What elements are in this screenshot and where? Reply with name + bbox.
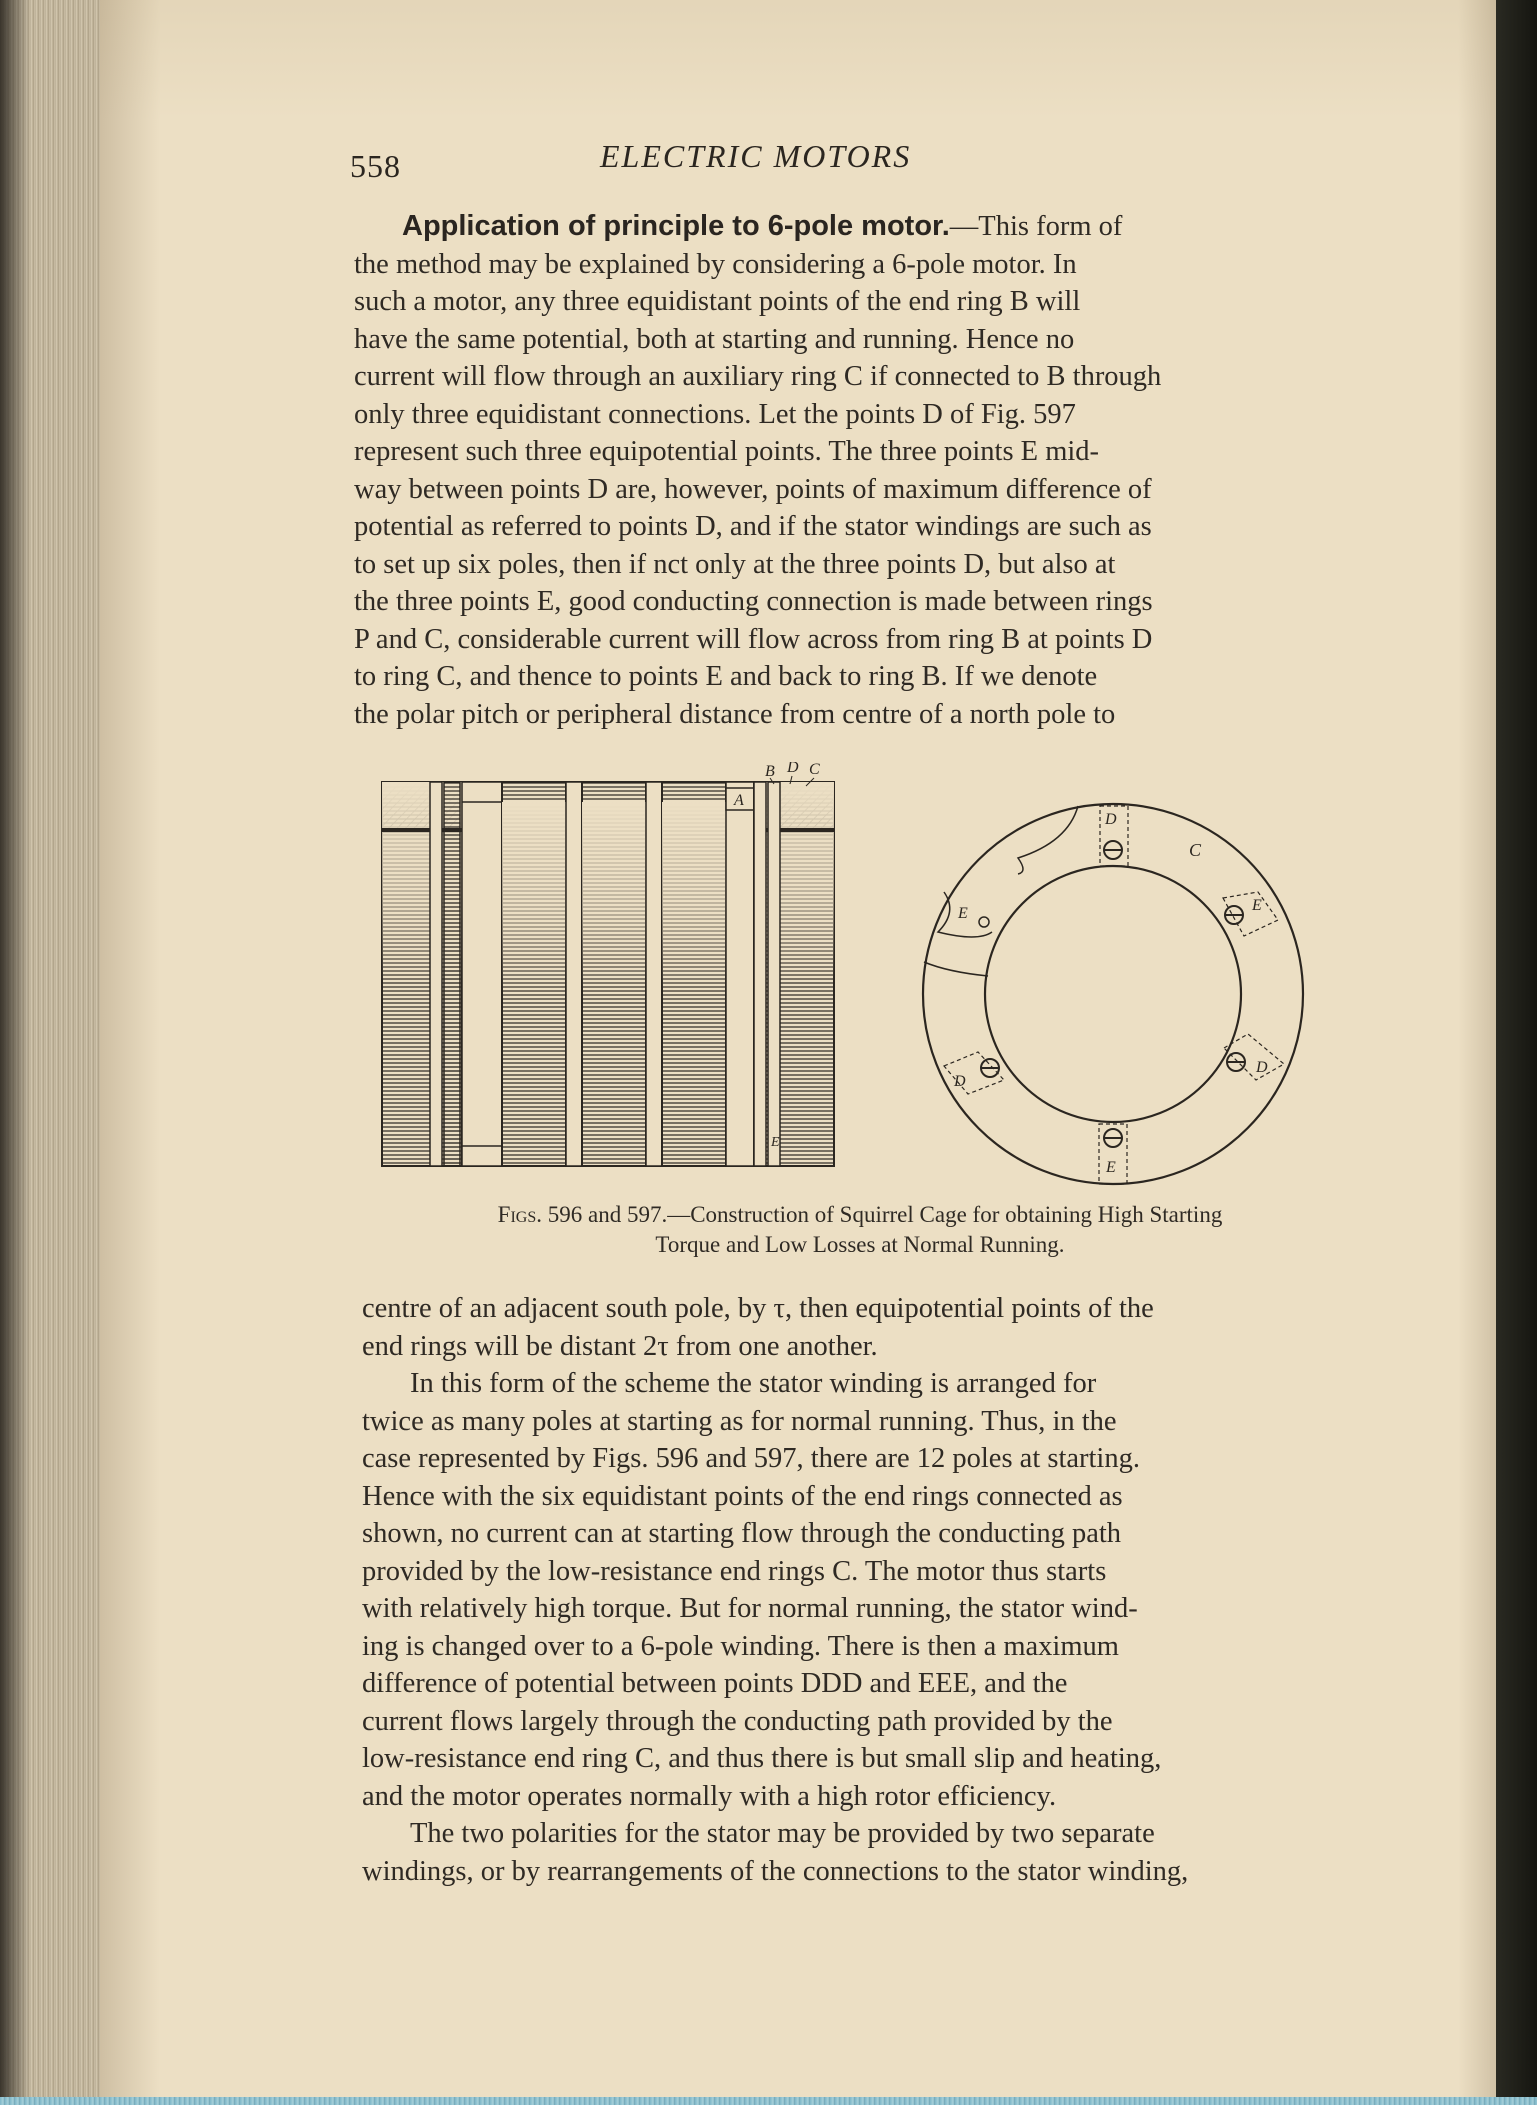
paragraph-3-line: Hence with the six equidistant points of the end rings connected as [362, 1480, 1123, 1512]
paragraph-1-line: current will flow through an auxiliary ring C if connected to B through [354, 361, 1162, 392]
paragraph-1-line: have the same potential, both at starting and running. Hence no [354, 323, 1075, 355]
fig597-label-C: C [1189, 840, 1202, 860]
caption-prefix: Figs. [497, 1202, 542, 1227]
paragraph-1-line: P and C, considerable current will flow across from ring B at points D [354, 623, 1153, 655]
paragraph-1-line: such a motor, any three equidistant points of the end ring B will [354, 286, 1081, 317]
paragraph-1-line: only three equidistant connections. Let the points D of Fig. 597 [354, 398, 1076, 430]
paragraph-1-line: the three points E, good conducting connection is made between rings [354, 586, 1153, 617]
scan-background-bottom [0, 2097, 1537, 2105]
paragraph-3-line: case represented by Figs. 596 and 597, there are 12 poles at starting. [362, 1443, 1140, 1474]
paragraph-1-line: potential as referred to points D, and if the stator windings are such as [354, 511, 1152, 542]
fig596-label-D: D [787, 762, 799, 776]
caption-line-1 [400, 1200, 1320, 1230]
fig596-label-B: B [765, 763, 775, 780]
paragraph-3-line: and the motor operates normally with a high rotor efficiency. [362, 1780, 1057, 1812]
scan-background-right [1496, 0, 1537, 2105]
paragraph-1-line: way between points D are, however, points of maximum difference of [354, 473, 1152, 505]
text-block-bottom [362, 1290, 1328, 1890]
figure-596-597 [378, 762, 1318, 1198]
heading-dash: — [949, 211, 979, 242]
paragraph-4-line: windings, or by rearrangements of the connections to the stator winding, [362, 1855, 1189, 1887]
paragraph-3-line: In this form of the scheme the stator winding is arranged for [410, 1368, 1097, 1399]
paragraph-3-line: current flows largely through the conducting path provided by the [362, 1705, 1113, 1737]
fig597-label-D-right: D [1256, 1059, 1268, 1076]
paragraph-heading: Application of principle to 6-pole motor. [402, 210, 950, 242]
paragraph-4-line: The two polarities for the stator may be provided by two separate [410, 1818, 1155, 1849]
paragraph-1-first-text: This form of [978, 211, 1123, 242]
fig596-label-E: E [771, 1135, 780, 1150]
paragraph-1-line: the polar pitch or peripheral distance from centre of a north pole to [354, 698, 1116, 730]
paragraph-3-line: with relatively high torque. But for normal running, the stator wind- [362, 1593, 1138, 1624]
paragraph-2-line: centre of an adjacent south pole, by τ, then equipotential points of the [362, 1293, 1154, 1324]
fig596-label-A: A [734, 792, 744, 809]
figure-illustration [378, 762, 1318, 1198]
paragraph-1-line: the method may be explained by considering a 6-pole motor. In [354, 248, 1077, 280]
fig596-label-C: C [809, 762, 820, 778]
fig597-label-E-left: E [958, 905, 968, 922]
fig597-label-E-bottom: E [1106, 1159, 1116, 1176]
paragraph-1-line: represent such three equipotential points. The three points E mid- [354, 436, 1100, 467]
paragraph-2-line: end rings will be distant 2τ from one another. [362, 1330, 878, 1362]
page-number: 558 [350, 148, 401, 184]
fig-596-side-view [382, 762, 834, 1166]
caption-text-1: 596 and 597.—Construction of Squirrel Cage for obtaining High Starting [547, 1202, 1223, 1227]
fig-597-end-ring [923, 804, 1303, 1184]
fig597-label-E-upper-right: E [1252, 897, 1262, 914]
running-head: ELECTRIC MOTORS [600, 138, 912, 174]
paragraph-3-line: shown, no current can at starting flow through the conducting path [362, 1518, 1122, 1549]
paragraph-1-line-0 [354, 208, 1326, 246]
figure-caption [400, 1200, 1320, 1260]
text-block-top [354, 208, 1326, 733]
paragraph-3-line: low-resistance end ring C, and thus there is but small slip and heating, [362, 1743, 1162, 1774]
caption-line-2: Torque and Low Losses at Normal Running. [655, 1232, 1065, 1257]
paragraph-1-line: to set up six poles, then if nct only at the three points D, but also at [354, 548, 1116, 580]
paragraph-3-line: twice as many poles at starting as for normal running. Thus, in the [362, 1405, 1117, 1437]
paragraph-3-line: difference of potential between points DDD and EEE, and the [362, 1668, 1068, 1699]
fig597-label-D-left: D [954, 1073, 966, 1090]
fig597-label-D-top: D [1105, 811, 1117, 828]
book-edge-shadow [0, 0, 30, 2105]
paragraph-1-line: to ring C, and thence to points E and back to ring B. If we denote [354, 661, 1098, 692]
paragraph-3-line: provided by the low-resistance end rings C. The motor thus starts [362, 1555, 1107, 1587]
paragraph-3-line: ing is changed over to a 6-pole winding. There is then a maximum [362, 1630, 1119, 1662]
